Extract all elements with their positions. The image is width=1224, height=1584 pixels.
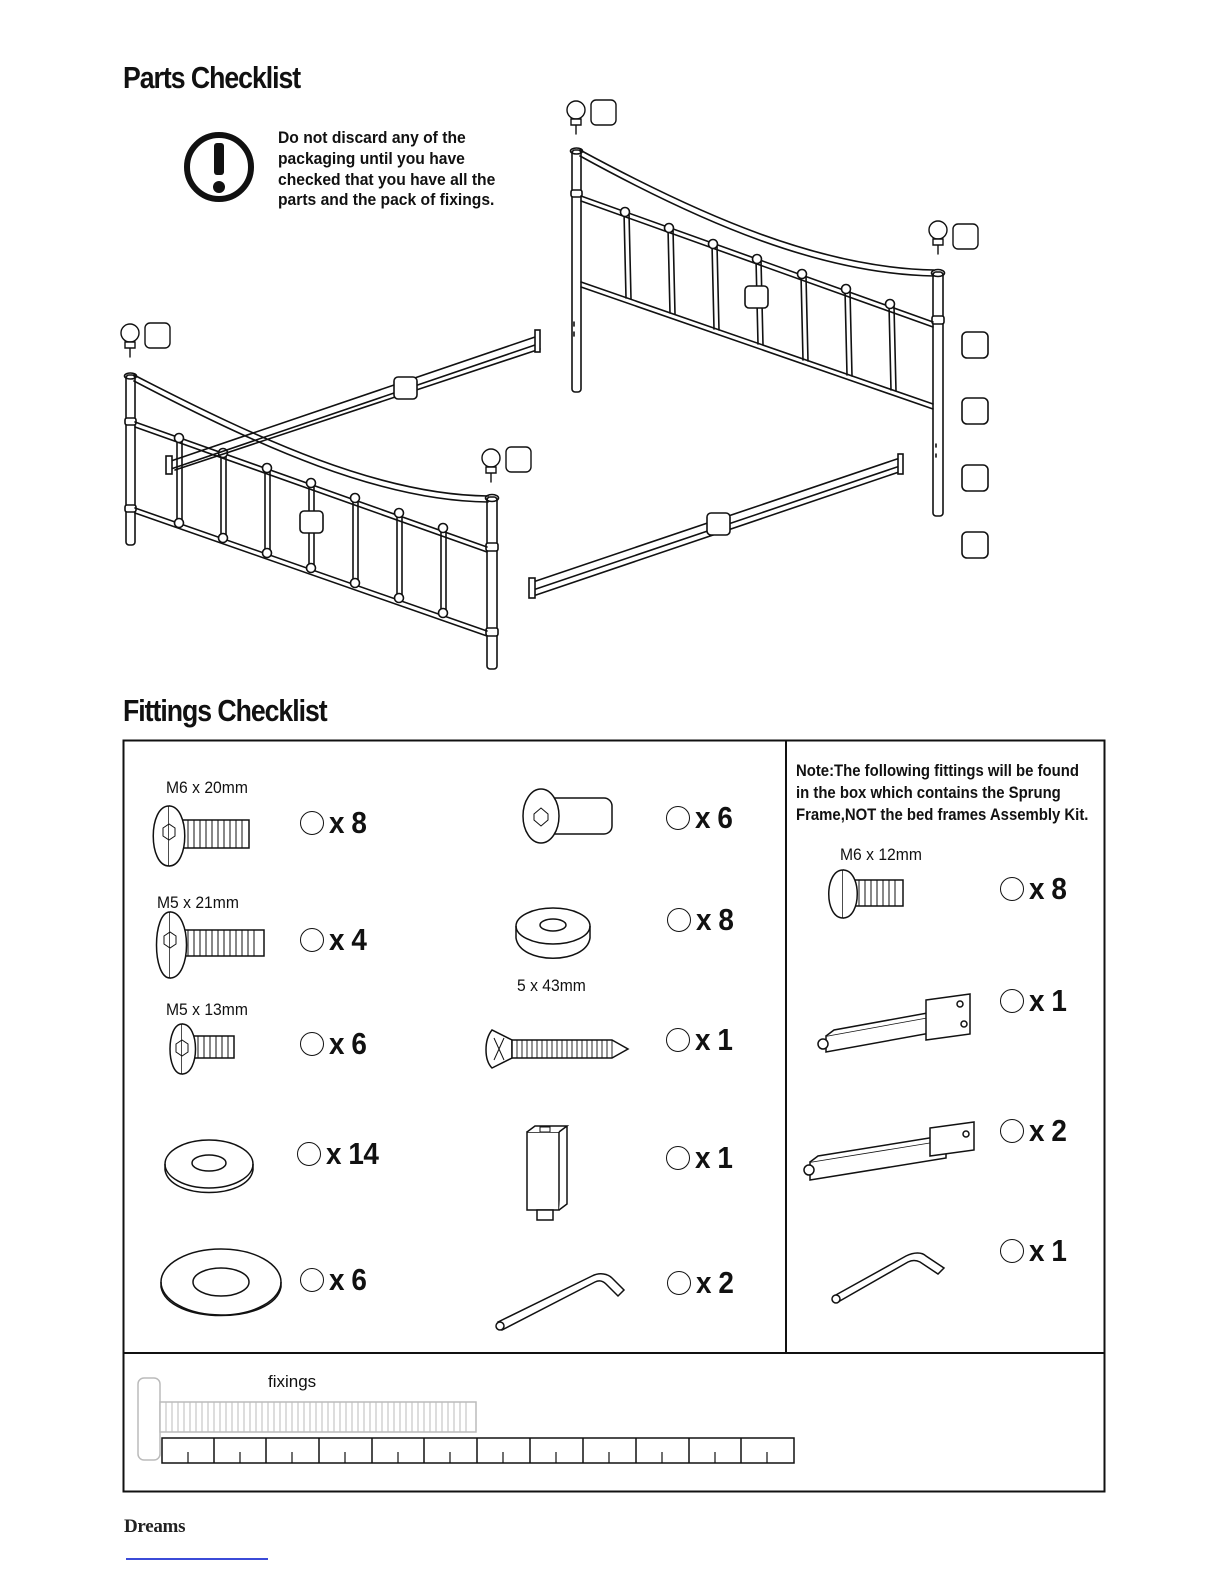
brand-logo: Dreams (124, 1516, 186, 1537)
barrel-nut-icon (523, 789, 612, 843)
fitting-quantity: x 1 (1000, 1233, 1071, 1269)
fitting-checkbox[interactable] (300, 811, 324, 835)
fitting-quantity: x 4 (300, 922, 371, 958)
fitting-size-label: M6 x 20mm (166, 779, 248, 797)
bolt-m5x13-icon (170, 1024, 234, 1074)
fitting-checkbox[interactable] (1000, 877, 1024, 901)
sprung-frame-note (796, 760, 1089, 826)
bolt-m6x20-icon (153, 806, 249, 866)
spacer-washer-icon (516, 908, 590, 958)
fittings-checklist-title: Fittings Checklist (123, 693, 327, 728)
fitting-quantity: x 1 (1000, 983, 1071, 1019)
fitting-quantity: x 6 (300, 1262, 371, 1298)
fitting-quantity: x 6 (666, 800, 737, 836)
fitting-checkbox[interactable] (300, 1032, 324, 1056)
fitting-size-label: M5 x 13mm (166, 1001, 248, 1019)
fitting-checkbox[interactable] (666, 1146, 690, 1170)
warning-line: Do not discard any of the (278, 128, 466, 147)
fitting-checkbox[interactable] (666, 1028, 690, 1052)
fitting-quantity: x 2 (1000, 1113, 1071, 1149)
fitting-checkbox[interactable] (1000, 1119, 1024, 1143)
fitting-quantity: x 1 (666, 1140, 737, 1176)
long-bracket-icon (804, 1122, 974, 1180)
bolt-m5x21-icon (157, 912, 265, 978)
large-washer-icon (161, 1249, 281, 1316)
short-bracket-icon (818, 994, 970, 1052)
warning-line: checked that you have all the (278, 169, 496, 189)
fitting-quantity: x 14 (297, 1136, 384, 1172)
bolt-m6x12-icon (829, 870, 903, 918)
warning-line: parts and the pack of fixings. (278, 190, 495, 210)
note-line: in the box which contains the Sprung (796, 784, 1061, 802)
fitting-checkbox[interactable] (300, 1268, 324, 1292)
fitting-quantity: x 8 (667, 902, 738, 938)
warning-line: packaging until you have (278, 148, 465, 168)
footer-link-underline (126, 1558, 268, 1560)
fitting-quantity: x 6 (300, 1026, 371, 1062)
allen-key-icon (832, 1253, 944, 1303)
allen-key-icon (496, 1274, 624, 1330)
fitting-checkbox[interactable] (666, 806, 690, 830)
note-line: Note:The following fittings will be found (796, 762, 1079, 780)
fitting-checkbox[interactable] (297, 1142, 321, 1166)
wood-screw-icon (486, 1030, 628, 1068)
parts-checklist-title: Parts Checklist (123, 60, 301, 95)
fitting-quantity: x 1 (666, 1022, 737, 1058)
fitting-size-label: 5 x 43mm (517, 977, 586, 995)
note-line: Frame,NOT the bed frames Assembly Kit. (796, 806, 1089, 824)
support-leg-icon (527, 1126, 567, 1220)
scale-ruler (162, 1438, 794, 1463)
small-washer-icon (165, 1140, 253, 1193)
fixings-label: fixings (268, 1372, 317, 1391)
fitting-quantity: x 2 (667, 1265, 738, 1301)
fitting-size-label: M6 x 12mm (840, 846, 922, 864)
fitting-checkbox[interactable] (1000, 989, 1024, 1013)
fitting-quantity: x 8 (300, 805, 371, 841)
fitting-size-label: M5 x 21mm (157, 894, 239, 912)
fitting-checkbox[interactable] (1000, 1239, 1024, 1263)
fitting-quantity: x 8 (1000, 871, 1071, 907)
fitting-checkbox[interactable] (300, 928, 324, 952)
fitting-checkbox[interactable] (667, 1271, 691, 1295)
fitting-checkbox[interactable] (667, 908, 691, 932)
